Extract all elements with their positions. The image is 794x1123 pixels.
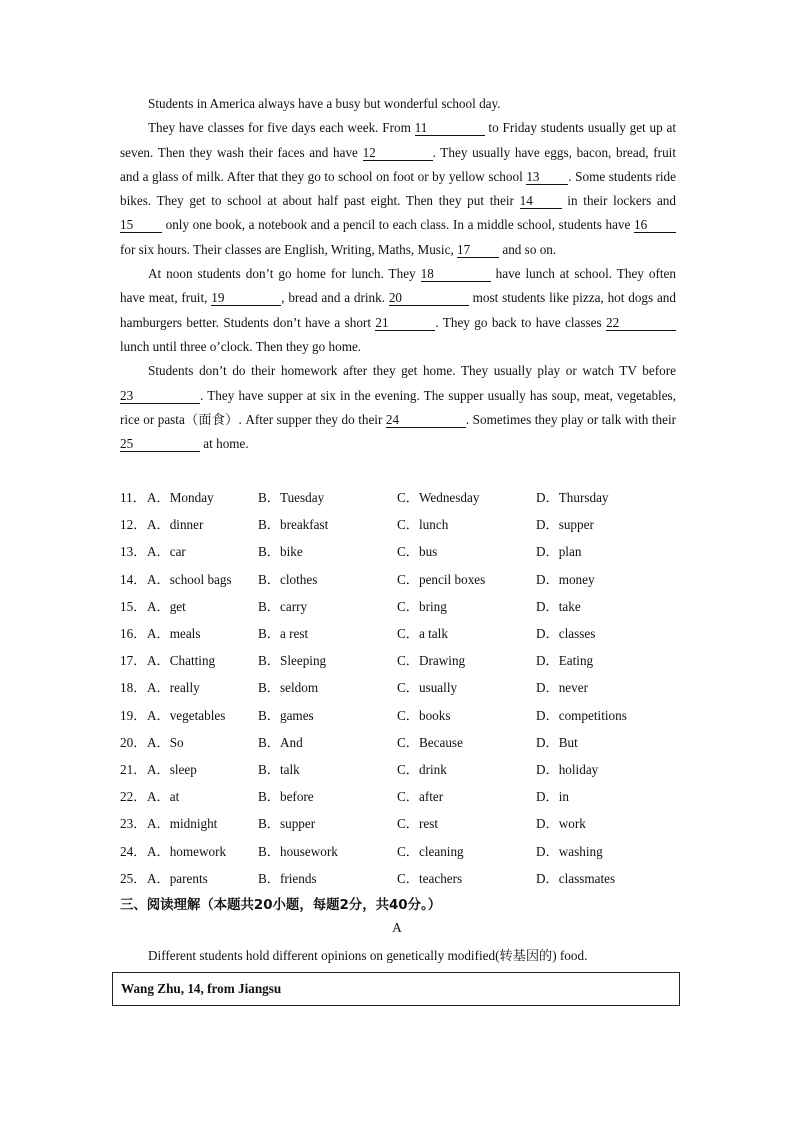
question-number: 11． (120, 490, 146, 506)
option-a: A．parents (147, 870, 208, 886)
blank-12: 12 (363, 145, 433, 161)
paragraph-1: Students in America always have a busy but wonderful school day. (148, 96, 501, 111)
question-number: 13． (120, 544, 147, 560)
option-c: C．Drawing (397, 653, 466, 669)
option-b: B．Tuesday (258, 490, 325, 506)
question-row (120, 537, 680, 564)
question-number: 20． (120, 734, 147, 750)
blank-11: 11 (415, 120, 485, 136)
option-d: D．competitions (536, 707, 627, 723)
option-b: B．games (258, 707, 314, 723)
blank-13: 13 (526, 169, 568, 185)
reading-intro: Different students hold different opinions on genetically modified(转基因的) food. (148, 948, 588, 963)
option-c: C．cleaning (397, 843, 464, 859)
options-list (120, 483, 680, 891)
question-row (120, 864, 680, 891)
option-d: D．classmates (536, 870, 616, 886)
paragraph-4: Students don’t do their homework after they get home. They usually play or watch TV before 23 . They have supper at six in the evening. The supper usually has soup, meat, vegetables, rice or pasta（面食）. After supper they do their 24 . Sometimes they play or talk with their 25 at home. (120, 363, 676, 452)
option-d: D．money (536, 571, 595, 587)
question-row (120, 673, 680, 700)
option-c: C．a talk (397, 626, 448, 642)
option-b: B．talk (258, 761, 300, 777)
option-b: B．before (258, 789, 314, 805)
blank-20: 20 (389, 290, 469, 306)
question-number: 21． (120, 761, 147, 777)
paragraph-3: At noon students don’t go home for lunch. They 18 have lunch at school. They often have meat, fruit, 19 , bread and a drink. 20 most students like pizza, hot dogs and hamburgers better. Students don’t have a short 21 . They go back to have classes 22 lunch until three o’clock. Then they go home. (120, 266, 676, 354)
option-c: C．teachers (397, 870, 463, 886)
option-a: A．sleep (147, 761, 197, 777)
question-row (120, 510, 680, 537)
option-a: A．meals (147, 626, 201, 642)
blank-14: 14 (520, 193, 562, 209)
option-a: A．really (147, 680, 200, 696)
question-number: 18． (120, 680, 147, 696)
option-c: C．books (397, 707, 451, 723)
option-d: D．in (536, 789, 569, 805)
option-d: D．Thursday (536, 490, 609, 506)
question-row (120, 701, 680, 728)
option-b: B．Sleeping (258, 653, 327, 669)
option-a: A．school bags (147, 571, 232, 587)
option-c: C．drink (397, 761, 447, 777)
option-a: A．at (147, 789, 180, 805)
option-b: B．carry (258, 598, 308, 614)
option-a: A．So (147, 734, 184, 750)
blank-18: 18 (421, 266, 491, 282)
option-c: C．lunch (397, 517, 449, 533)
option-a: A．homework (147, 843, 227, 859)
question-row (120, 483, 680, 510)
question-number: 17． (120, 653, 147, 669)
option-d: D．But (536, 734, 578, 750)
question-number: 24． (120, 843, 147, 859)
blank-17: 17 (457, 242, 499, 258)
option-a: A．Chatting (147, 653, 216, 669)
option-b: B．breakfast (258, 517, 329, 533)
blank-22: 22 (606, 315, 676, 331)
option-d: D．classes (536, 626, 596, 642)
question-row (120, 755, 680, 782)
option-c: C．Wednesday (397, 490, 480, 506)
option-b: B．a rest (258, 626, 309, 642)
option-d: D．washing (536, 843, 603, 859)
question-number: 23． (120, 816, 147, 832)
option-d: D．supper (536, 517, 594, 533)
option-c: C．usually (397, 680, 458, 696)
option-b: B．supper (258, 816, 316, 832)
question-row (120, 728, 680, 755)
opinion-box-title: Wang Zhu, 14, from Jiangsu (121, 981, 282, 996)
paragraph-2: They have classes for five days each week. From 11 to Friday students usually get up at seven. Then they wash their faces and have 12 . They usually have eggs, bacon, bread, fruit and a glass of milk. After that they go to school on foot or by yellow school 13 . Some students ride bikes. They get to school at about half past eight. Then they put their 14 in their lockers and 15 only one book, a notebook and a pencil to each class. In a middle school, students have 16 for six hours. Their classes are English, Writing, Maths, Music, 17 and so on. (120, 120, 677, 257)
option-c: C．bring (397, 598, 447, 614)
question-row (120, 782, 680, 809)
opinion-box (112, 972, 680, 1006)
option-a: A．midnight (147, 816, 218, 832)
question-row (120, 592, 680, 619)
question-row (120, 565, 680, 592)
blank-25: 25 (120, 436, 200, 452)
option-b: B．And (258, 734, 303, 750)
question-row (120, 619, 680, 646)
option-b: B．bike (258, 544, 303, 560)
cloze-passage (120, 92, 676, 456)
option-c: C．bus (397, 544, 438, 560)
blank-23: 23 (120, 388, 200, 404)
option-a: A．dinner (147, 517, 204, 533)
question-number: 15． (120, 598, 147, 614)
question-number: 19． (120, 707, 147, 723)
option-c: C．rest (397, 816, 439, 832)
blank-24: 24 (386, 412, 466, 428)
option-a: A．vegetables (147, 707, 226, 723)
option-a: A．get (147, 598, 186, 614)
question-number: 12． (120, 517, 147, 533)
option-d: D．Eating (536, 653, 594, 669)
question-row (120, 809, 680, 836)
option-d: D．work (536, 816, 586, 832)
question-row (120, 646, 680, 673)
option-d: D．plan (536, 544, 582, 560)
question-number: 22． (120, 789, 147, 805)
question-number: 16． (120, 626, 147, 642)
blank-21: 21 (375, 315, 435, 331)
option-b: B．friends (258, 870, 317, 886)
option-d: D．take (536, 598, 581, 614)
option-b: B．seldom (258, 680, 319, 696)
question-row (120, 836, 680, 863)
part-letter: A (392, 920, 402, 935)
option-a: A．car (147, 544, 186, 560)
section-heading: 三、阅读理解（本题共20小题，每题2分，共40分。） (120, 898, 442, 913)
option-d: D．never (536, 680, 588, 696)
option-d: D．holiday (536, 761, 599, 777)
option-b: B．housework (258, 843, 338, 859)
question-number: 14． (120, 571, 147, 587)
blank-16: 16 (634, 217, 676, 233)
blank-19: 19 (211, 290, 281, 306)
blank-15: 15 (120, 217, 162, 233)
option-c: C．Because (397, 734, 463, 750)
option-c: C．pencil boxes (397, 571, 486, 587)
option-c: C．after (397, 789, 444, 805)
question-number: 25． (120, 870, 147, 886)
option-b: B．clothes (258, 571, 318, 587)
option-a: A．Monday (147, 490, 214, 506)
